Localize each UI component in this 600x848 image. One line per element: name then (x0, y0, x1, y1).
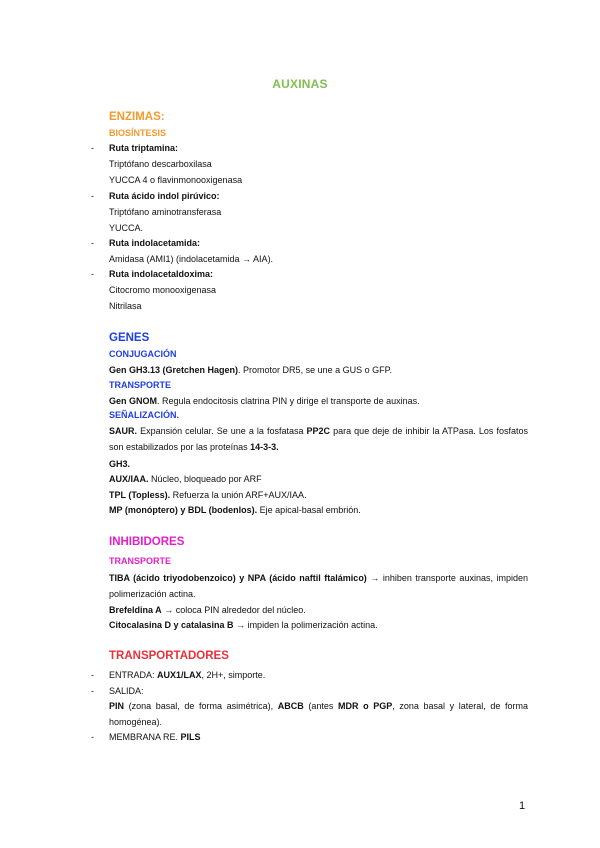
bullet-dash: - (91, 191, 94, 201)
genes-heading: GENES (109, 332, 150, 344)
saur-paragraph: SAUR. Expansión celular. Se une a la fosfatasa PP2C para que deje de inhibir la ATPasa. Los fosfatos son estabilizados por las proteínas 14-3-3. (109, 426, 528, 452)
conjugacion-subheading: CONJUGACIÓN (109, 349, 177, 359)
tpl-line: TPL (Topless). Refuerza la unión ARF+AUX/IAA. (109, 490, 307, 500)
biosintesis-subheading: BIOSÍNTESIS (109, 128, 167, 138)
aux-iaa-line: AUX/IAA. Núcleo, bloqueado por ARF (109, 474, 262, 484)
route-line: Citocromo monooxigenasa (109, 285, 217, 295)
transporte-subheading: TRANSPORTE (109, 380, 172, 390)
route-line: Nitrilasa (109, 301, 142, 311)
route-line: YUCCA. (109, 223, 144, 233)
route-name: Ruta indolacetamida: (109, 238, 201, 248)
pin-abcb-paragraph: PIN (zona basal, de forma asimétrica), ABCB (antes MDR o PGP, zona basal y lateral, de forma homogénea). (109, 701, 528, 727)
inhibidores-heading: INHIBIDORES (109, 536, 185, 548)
page-title: AUXINAS (272, 77, 328, 91)
bullet-dash: - (91, 238, 94, 248)
transporte-text: Gen GNOM. Regula endocitosis clatrina PIN y dirige el transporte de auxinas. (109, 396, 420, 406)
bullet-dash: - (91, 269, 94, 279)
entrada-line: ENTRADA: AUX1/LAX, 2H+, simporte. (109, 670, 266, 680)
route-name: Ruta triptamina: (109, 143, 179, 153)
enzimas-heading: ENZIMAS: (109, 111, 165, 123)
bullet-dash: - (91, 670, 94, 680)
conjugacion-text: Gen GH3.13 (Gretchen Hagen). Promotor DR5, se une a GUS o GFP. (109, 365, 392, 375)
brefeldina-line: Brefeldina A → coloca PIN alrededor del núcleo. (109, 605, 306, 615)
inhibidores-transporte-subheading: TRANSPORTE (109, 556, 172, 566)
salida-line: SALIDA: (109, 686, 144, 696)
gh3-line: GH3. (109, 459, 131, 469)
route-line: Amidasa (AMI1) (indolacetamida → AIA). (109, 254, 274, 264)
senalizacion-subheading: SEÑALIZACIÓN. (109, 410, 180, 420)
route-line: Triptófano descarboxilasa (109, 159, 212, 169)
page-number: 1 (519, 800, 526, 812)
membrana-line: MEMBRANA RE. PILS (109, 732, 201, 742)
citocalasina-line: Citocalasina D y catalasina B → impiden la polimerización actina. (109, 620, 378, 630)
bullet-dash: - (91, 143, 94, 153)
route-line: YUCCA 4 o flavinmonooxigenasa (109, 175, 243, 185)
route-line: Triptófano aminotransferasa (109, 207, 222, 217)
bullet-dash: - (91, 686, 94, 696)
route-name: Ruta ácido indol pirúvico: (109, 191, 220, 201)
route-name: Ruta indolacetaldoxima: (109, 269, 214, 279)
bullet-dash: - (91, 732, 94, 742)
mp-bdl-line: MP (monóptero) y BDL (bodenlos). Eje apical-basal embrión. (109, 505, 361, 515)
tiba-npa-paragraph: TIBA (ácido triyodobenzoico) y NPA (ácido naftil ftalámico) → inhiben transporte auxinas, impiden polimerización actina. (109, 573, 528, 599)
transportadores-heading: TRANSPORTADORES (109, 650, 229, 662)
